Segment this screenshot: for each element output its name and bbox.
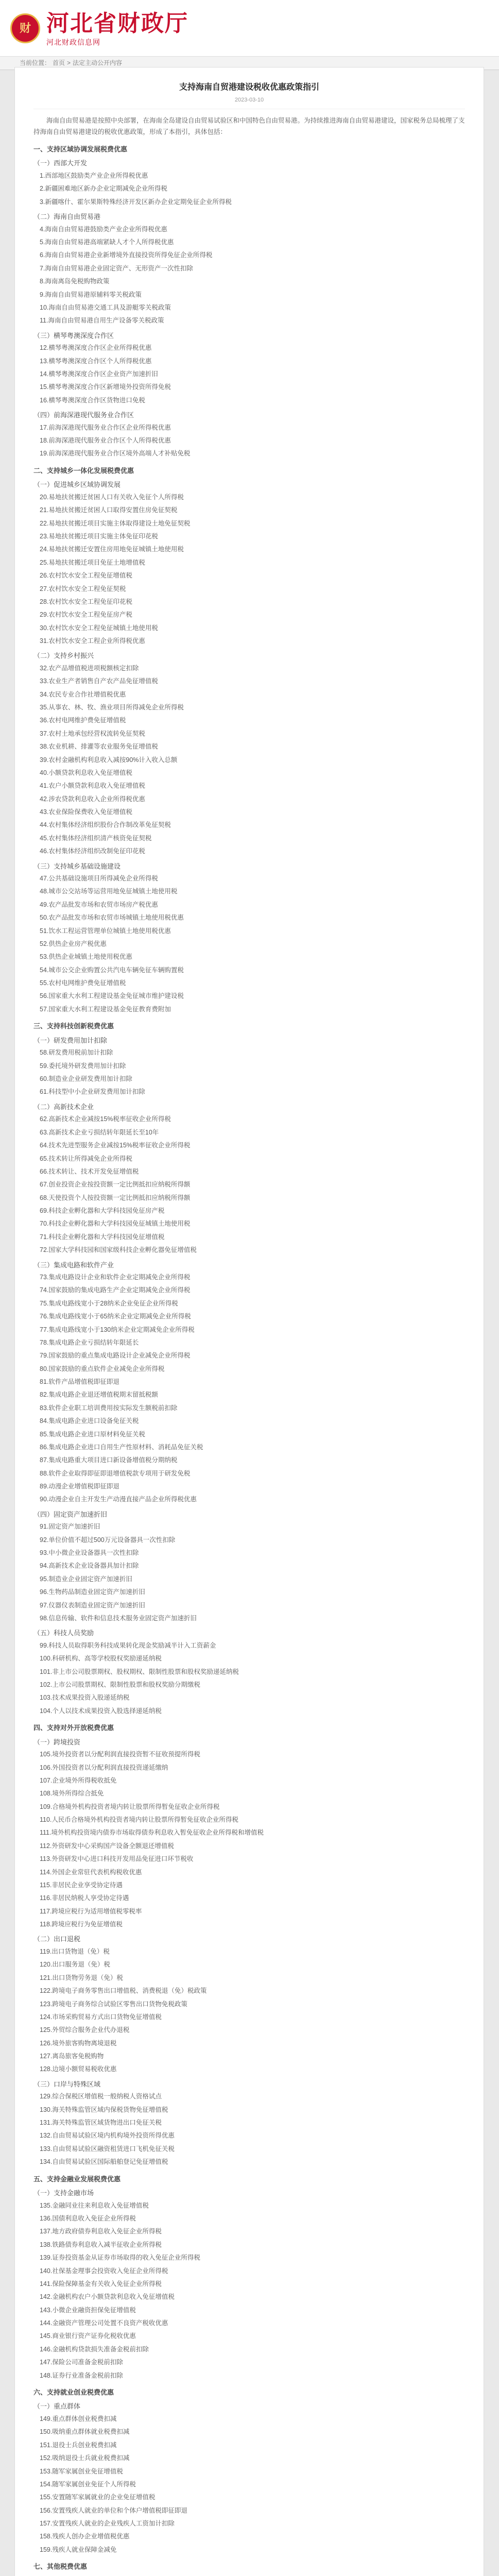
article-container: [14, 67, 484, 2576]
policy-item-link[interactable]: 11.海南自由贸易港自用生产设备零关税政策: [40, 317, 164, 325]
policy-item-link[interactable]: 146.金融机构贷款损失准备金税前扣除: [40, 2345, 149, 2353]
subsection-heading: （一）重点群体: [33, 2402, 81, 2411]
policy-item-link[interactable]: 9.海南自由贸易港原辅料零关税政策: [40, 291, 142, 298]
subsection-heading: （三）口岸与特殊区域: [33, 2080, 101, 2088]
section-heading: 二、支持城乡一体化发展税费优惠: [33, 466, 134, 474]
policy-item-link[interactable]: 25.易地扶贫搬迁项目免征土地增值税: [40, 558, 145, 566]
policy-item-link[interactable]: 104.个人以技术成果投资入股选择递延纳税: [40, 1707, 162, 1715]
section-heading: 三、支持科技创新税费优惠: [33, 1022, 114, 1030]
policy-item-link[interactable]: 15.横琴粤澳深度合作区新增境外投资所得免税: [40, 383, 171, 391]
breadcrumb-separator: >: [67, 59, 71, 67]
policy-item-link[interactable]: 2.新疆困难地区新办企业定期减免企业所得税: [40, 185, 167, 193]
section-heading: 一、支持区域协调发展税费优惠: [33, 145, 128, 153]
policy-item-link[interactable]: 108.境外所得综合抵免: [40, 1790, 104, 1798]
policy-item-link[interactable]: 151.退役士兵创业税费扣减: [40, 2441, 117, 2449]
policy-item-link[interactable]: 143.小微企业融资担保免征增值税: [40, 2306, 136, 2314]
policy-item-link[interactable]: 149.重点群体创业税费扣减: [40, 2415, 117, 2423]
policy-item-link[interactable]: 12.横琴粤澳深度合作区企业所得税优惠: [40, 344, 152, 352]
policy-item-link[interactable]: 4.海南自由贸易港鼓励类产业企业所得税优惠: [40, 225, 167, 233]
policy-item-link[interactable]: 16.横琴粤澳深度合作区货物进口免税: [40, 396, 145, 404]
policy-item-link[interactable]: 75.集成电路线宽小于28纳米企业免征企业所得税: [40, 1299, 178, 1307]
policy-item-link[interactable]: 48.城市公交站场等运营用地免征城镇土地使用税: [40, 888, 178, 895]
policy-item-link[interactable]: 54.城市公交企业购置公共汽电车辆免征车辆购置税: [40, 966, 184, 974]
policy-item-link[interactable]: 22.易地扶贫搬迁项目实施主体取得建设土地免征契税: [40, 519, 191, 527]
policy-item-link[interactable]: 32.农产品增值税进项税额核定扣除: [40, 664, 139, 672]
policy-item-link[interactable]: 147.保险公司准备金税前扣除: [40, 2359, 123, 2366]
policy-item-link[interactable]: 117.跨境应税行为适用增值税零税率: [40, 1907, 142, 1915]
policy-item-link[interactable]: 152.吸纳退役士兵就业税费扣减: [40, 2454, 130, 2462]
policy-item-link[interactable]: 50.农产品批发市场和农贸市场城镇土地使用税优惠: [40, 914, 184, 922]
site-logo[interactable]: [10, 8, 188, 48]
policy-item-link[interactable]: 98.信息传输、软件和信息技术服务业固定资产加速折旧: [40, 1614, 197, 1622]
policy-item-link[interactable]: 109.合格境外机构投资者境内转让股票所得暂免征收企业所得税: [40, 1803, 220, 1810]
policy-item-link[interactable]: 52.供热企业房产税优惠: [40, 940, 107, 947]
policy-item-link[interactable]: 141.保险保障基金有关收入免征企业所得税: [40, 2280, 162, 2287]
site-subtitle: 河北财政信息网: [46, 39, 100, 47]
policy-item-link[interactable]: 139.证券投资基金从证券市场取得的收入免征企业所得税: [40, 2254, 200, 2262]
policy-item-link[interactable]: 133.自由贸易试验区融资租赁进口飞机免征关税: [40, 2145, 175, 2153]
policy-item-link[interactable]: 58.研发费用税前加计扣除: [40, 1049, 113, 1057]
policy-item-link[interactable]: 122.跨境电子商务零售出口增值税、消费税退（免）税政策: [40, 1987, 207, 1995]
policy-item-link[interactable]: 155.安置随军家属就业的企业免征增值税: [40, 2494, 156, 2501]
breadcrumb-home-link[interactable]: 首页: [53, 59, 65, 67]
policy-item-link[interactable]: 35.从事农、林、牧、渔业项目所得减免企业所得税: [40, 704, 184, 711]
section-heading: 六、支持就业创业税费优惠: [33, 2388, 114, 2396]
policy-item-link[interactable]: 74.国家鼓励的集成电路生产企业定期减免企业所得税: [40, 1286, 191, 1294]
subsection-heading: （四）前海深港现代服务业合作区: [33, 411, 134, 419]
subsection-heading: （一）研发费用加计扣除: [33, 1036, 108, 1044]
policy-item-link[interactable]: 87.集成电路重大项目进口新设备增值税分期纳税: [40, 1456, 178, 1464]
policy-item-link[interactable]: 61.科技型中小企业研发费用加计扣除: [40, 1088, 145, 1096]
policy-item-link[interactable]: 36.农村电网维护费免征增值税: [40, 717, 126, 724]
article-intro: 海南自由贸易港是按照中央部署，在海南全岛建设自由贸易试验区和中国特色自由贸易港。为持续推进海南自由贸易港建设，国家税务总局梳理了支持海南自由贸易港建设的税收优惠政策，形成了本指引，具体包括：: [33, 117, 465, 135]
policy-item-link[interactable]: 79.国家鼓励的重点集成电路设计企业减免企业所得税: [40, 1352, 191, 1360]
section-heading: 五、支持金融业发展税费优惠: [33, 2175, 121, 2183]
policy-item-link[interactable]: 129.综合保税区增值税一般纳税人资格试点: [40, 2093, 162, 2100]
policy-item-link[interactable]: 46.农村集体经济组织改制免征印花税: [40, 848, 145, 855]
subsection-heading: （三）横琴粤澳深度合作区: [33, 331, 114, 340]
policy-item-link[interactable]: 140.社保基金理事会投资收入免征企业所得税: [40, 2267, 168, 2275]
policy-item-link[interactable]: 13.横琴粤澳深度合作区个人所得税优惠: [40, 357, 152, 365]
policy-item-link[interactable]: 128.边境小额贸易税收优惠: [40, 2065, 117, 2073]
policy-item-link[interactable]: 70.科技企业孵化器和大学科技园免征城镇土地使用税: [40, 1220, 191, 1228]
policy-item-link[interactable]: 150.吸纳重点群体就业税费扣减: [40, 2428, 130, 2436]
policy-item-link[interactable]: 93.中小微企业设备器具一次性扣除: [40, 1549, 139, 1557]
policy-item-link[interactable]: 106.外国投资者以分配利润直接投资递延缴纳: [40, 1764, 168, 1771]
policy-item-link[interactable]: 102.上市公司股票期权、限制性股票和股权奖励分期缴税: [40, 1681, 200, 1689]
subsection-heading: （二）支持乡村振兴: [33, 652, 94, 660]
breadcrumb-current: 法定主动公开内容: [73, 59, 123, 67]
policy-item-link[interactable]: 92.单位价值不超过500万元设备器具一次性扣除: [40, 1536, 176, 1544]
policy-item-link[interactable]: 136.国债利息收入免征企业所得税: [40, 2215, 136, 2223]
policy-item-link[interactable]: 62.高新技术企业减按15%税率征收企业所得税: [40, 1115, 171, 1123]
subsection-heading: （一）跨境投资: [33, 1738, 81, 1746]
emblem-icon: 财: [10, 13, 40, 43]
policy-item-link[interactable]: 148.证券行业准备金税前扣除: [40, 2371, 123, 2379]
policy-item-link[interactable]: 86.集成电路企业进口自用生产性原材料、消耗品免征关税: [40, 1443, 203, 1451]
policy-item-link[interactable]: 42.涉农贷款利息收入企业所得税优惠: [40, 795, 145, 803]
policy-item-link[interactable]: 120.出口服务退（免）税: [40, 1961, 110, 1969]
policy-item-link[interactable]: 80.国家鼓励的重点软件企业减免企业所得税: [40, 1365, 165, 1372]
policy-item-link[interactable]: 90.动漫企业自主开发生产动漫直接产品企业所得税优惠: [40, 1496, 197, 1503]
policy-item-link[interactable]: 64.技术先进型服务企业减按15%税率征收企业所得税: [40, 1142, 191, 1149]
policy-item-link[interactable]: 158.残疾人创办企业增值税优惠: [40, 2533, 130, 2540]
policy-item-link[interactable]: 18.前海深港现代服务业合作区个人所得税优惠: [40, 437, 171, 445]
policy-item-link[interactable]: 3.新疆喀什、霍尔果斯特殊经济开发区新办企业定期免征企业所得税: [40, 198, 232, 206]
policy-item-link[interactable]: 63.高新技术企业亏损结转年限延长至10年: [40, 1128, 159, 1136]
policy-item-link[interactable]: 105.境外投资者以分配利润直接投资暂不征收预提所得税: [40, 1751, 200, 1758]
article-meta: 2023-03-10: [33, 96, 465, 110]
policy-item-link[interactable]: 31.农村饮水安全工程企业所得税优惠: [40, 637, 145, 645]
subsection-heading: （三）集成电路和软件产业: [33, 1261, 114, 1269]
subsection-heading: （一）支持金融市场: [33, 2189, 94, 2197]
policy-item-link[interactable]: 47.公共基础设施项目所得减免企业所得税: [40, 875, 158, 883]
policy-item-link[interactable]: 41.农户小额贷款利息收入免征增值税: [40, 782, 145, 790]
policy-item-link[interactable]: 27.农村饮水安全工程免征契税: [40, 585, 126, 592]
policy-item-link[interactable]: 49.农产品批发市场和农贸市场房产税优惠: [40, 901, 158, 908]
policy-item-link[interactable]: 121.出口货物劳务退（免）税: [40, 1974, 123, 1981]
policy-item-link[interactable]: 107.企业境外所得税收抵免: [40, 1776, 117, 1784]
policy-item-link[interactable]: 1.西部地区鼓励类产业企业所得税优惠: [40, 172, 148, 180]
policy-item-link[interactable]: 116.非居民纳税人享受协定待遇: [40, 1894, 129, 1902]
policy-item-link[interactable]: 95.制造业企业固定资产加速折旧: [40, 1575, 132, 1583]
policy-item-link[interactable]: 30.农村饮水安全工程免征城镇土地使用税: [40, 624, 158, 632]
subsection-heading: （二）出口退税: [33, 1935, 81, 1943]
policy-item-link[interactable]: 85.集成电路企业进口原材料免征关税: [40, 1430, 145, 1438]
policy-item-link[interactable]: 44.农村集体经济组织股份合作制改革免征契税: [40, 821, 171, 829]
policy-item-link[interactable]: 153.随军家属创业免征增值税: [40, 2467, 123, 2475]
policy-item-link[interactable]: 53.供热企业城镇土地使用税优惠: [40, 953, 132, 961]
policy-item-link[interactable]: 8.海南离岛免税购物政策: [40, 278, 110, 285]
policy-item-link[interactable]: 66.技术转让、技术开发免征增值税: [40, 1167, 139, 1175]
policy-item-link[interactable]: 29.农村饮水安全工程免征房产税: [40, 611, 132, 619]
policy-item-link[interactable]: 43.农业保险保费收入免征增值税: [40, 808, 132, 816]
policy-item-link[interactable]: 23.易地扶贫搬迁项目实施主体免征印花税: [40, 533, 158, 540]
site-title: 河北省财政厅: [46, 11, 188, 36]
policy-item-link[interactable]: 81.软件产品增值税即征即退: [40, 1378, 119, 1386]
subsection-heading: （二）海南自由贸易港: [33, 213, 101, 221]
policy-item-link[interactable]: 26.农村饮水安全工程免征增值税: [40, 572, 132, 580]
policy-item-link[interactable]: 138.铁路债券利息收入减半征收企业所得税: [40, 2241, 162, 2248]
policy-item-link[interactable]: 154.随军家属创业免征个人所得税: [40, 2480, 136, 2488]
policy-item-link[interactable]: 45.农村集体经济组织清产核资免征契税: [40, 834, 152, 842]
policy-item-link[interactable]: 97.仪器仪表制造业固定资产加速折旧: [40, 1601, 145, 1609]
section-heading: 四、支持对外开放税费优惠: [33, 1724, 114, 1732]
policy-item-link[interactable]: 125.外贸综合服务企业代办退税: [40, 2026, 130, 2034]
policy-item-link[interactable]: 28.农村饮水安全工程免征印花税: [40, 598, 132, 605]
policy-item-link[interactable]: 137.地方政府债券利息收入免征企业所得税: [40, 2228, 162, 2235]
policy-item-link[interactable]: 159.残疾人就业保障金减免: [40, 2546, 117, 2553]
site-header: [0, 0, 499, 57]
subsection-heading: （四）固定资产加速折旧: [33, 1510, 108, 1518]
subsection-heading: （一）西部大开发: [33, 159, 88, 167]
policy-item-link[interactable]: 65.技术转让所得减免企业所得税: [40, 1155, 132, 1162]
policy-item-link[interactable]: 111.境外机构投资境内债券市场取得债券利息收入暂免征收企业所得税和增值税: [40, 1829, 264, 1837]
policy-item-link[interactable]: 17.前海深港现代服务业合作区企业所得税优惠: [40, 423, 171, 431]
policy-item-link[interactable]: 19.前海深港现代服务业合作区境外高端人才补贴免税: [40, 450, 191, 457]
policy-item-link[interactable]: 99.科技人员取得职务科技成果转化现金奖励减半计入工资薪金: [40, 1641, 216, 1649]
policy-item-link[interactable]: 38.农业机耕、排灌等农业服务免征增值税: [40, 743, 158, 751]
policy-item-link[interactable]: 57.国家重大水利工程建设基金免征教育费附加: [40, 1005, 171, 1013]
policy-item-link[interactable]: 94.高新技术企业设备器具加计扣除: [40, 1562, 139, 1570]
policy-item-link[interactable]: 71.科技企业孵化器和大学科技园免征增值税: [40, 1233, 165, 1241]
policy-item-link[interactable]: 60.制造业企业研发费用加计扣除: [40, 1075, 132, 1083]
policy-item-link[interactable]: 51.饮水工程运营管理单位城镇土地使用税优惠: [40, 927, 171, 935]
subsection-heading: （三）支持城乡基础设施建设: [33, 862, 121, 870]
subsection-heading: （五）科技人员奖励: [33, 1629, 94, 1637]
policy-item-link[interactable]: 14.横琴粤澳深度合作区企业资产加速折旧: [40, 370, 158, 378]
policy-item-link[interactable]: 144.金融资产管理公司处置不良资产税收优惠: [40, 2319, 168, 2327]
policy-item-link[interactable]: 96.生物药品制造业固定资产加速折旧: [40, 1588, 145, 1596]
article-body: [33, 145, 465, 2576]
policy-item-link[interactable]: 113.外资研发中心进口科技开发用品免征进口环节税收: [40, 1855, 194, 1863]
policy-item-link[interactable]: 34.农民专业合作社增值税优惠: [40, 690, 126, 698]
policy-item-link[interactable]: 132.自由贸易试验区境内机构境外投资所得优惠: [40, 2132, 175, 2140]
policy-item-link[interactable]: 73.集成电路设计企业和软件企业定期减免企业所得税: [40, 1274, 191, 1281]
policy-item-link[interactable]: 126.境外旅客购物离境退税: [40, 2039, 117, 2047]
policy-item-link[interactable]: 55.农村电网维护费免征增值税: [40, 979, 126, 987]
subsection-heading: （二）高新技术企业: [33, 1103, 94, 1111]
policy-item-link[interactable]: 131.海关特殊监管区域货物进出口免征关税: [40, 2119, 162, 2127]
policy-item-link[interactable]: 115.非居民企业享受协定待遇: [40, 1881, 123, 1889]
policy-item-link[interactable]: 103.技术成果投资入股递延纳税: [40, 1694, 130, 1702]
policy-item-link[interactable]: 119.出口货物退（免）税: [40, 1948, 110, 1956]
policy-item-link[interactable]: 72.国家大学科技园和国家级科技企业孵化器免征增值税: [40, 1246, 197, 1254]
policy-item-link[interactable]: 77.集成电路线宽小于130纳米企业定期减免企业所得税: [40, 1326, 195, 1333]
article-title: 支持海南自贸港建设税收优惠政策指引: [179, 83, 319, 92]
policy-item-link[interactable]: 135.金融同业往来利息收入免征增值税: [40, 2201, 149, 2209]
policy-item-link[interactable]: 82.集成电路企业退还增值税期末留抵税额: [40, 1391, 158, 1399]
policy-item-link[interactable]: 127.离岛旅客免税购物: [40, 2053, 104, 2060]
subsection-heading: （一）促进城乡区域协调发展: [33, 481, 121, 489]
policy-item-link[interactable]: 78.集成电路企业亏损结转年限延长: [40, 1338, 139, 1346]
policy-item-link[interactable]: 6.海南自由贸易港企业新增境外直接投资所得免征企业所得税: [40, 251, 213, 259]
policy-item-link[interactable]: 84.集成电路企业进口设备免征关税: [40, 1417, 139, 1425]
policy-item-link[interactable]: 110.人民币合格境外机构投资者境内转让股票所得暂免征收企业所得税: [40, 1816, 238, 1824]
policy-item-link[interactable]: 157.安置残疾人就业的企业残疾人工资加计扣除: [40, 2520, 175, 2528]
policy-item-link[interactable]: 7.海南自由贸易港企业固定资产、无形资产一次性扣除: [40, 264, 193, 272]
policy-item-link[interactable]: 21.易地扶贫搬迁贫困人口取得安置住房免征契税: [40, 506, 178, 514]
policy-item-link[interactable]: 67.创业投资企业按投资额一定比例抵扣应纳税所得额: [40, 1181, 191, 1189]
policy-item-link[interactable]: 91.固定资产加速折旧: [40, 1523, 100, 1531]
policy-item-link[interactable]: 88.软件企业取得即征即退增值税款专项用于研发免税: [40, 1469, 191, 1477]
policy-item-link[interactable]: 130.海关特殊监管区域内保税货物免征增值税: [40, 2106, 168, 2113]
policy-item-link[interactable]: 37.农村土地承包经营权流转免征契税: [40, 730, 145, 737]
policy-item-link[interactable]: 83.软件企业职工培训费用按实际发生额税前扣除: [40, 1404, 178, 1412]
policy-item-link[interactable]: 124.市场采购贸易方式出口货物免征增值税: [40, 2013, 162, 2021]
policy-item-link[interactable]: 68.天使投资个人按投资额一定比例抵扣应纳税所得额: [40, 1194, 191, 1201]
policy-item-link[interactable]: 123.跨境电子商务综合试验区零售出口货物免税政策: [40, 2000, 187, 2008]
policy-item-link[interactable]: 76.集成电路线宽小于65纳米企业定期减免企业所得税: [40, 1313, 191, 1320]
policy-item-link[interactable]: 145.商业银行资产证券化税收优惠: [40, 2332, 136, 2340]
policy-item-link[interactable]: 112.外资研发中心采购国产设备全额退还增值税: [40, 1842, 174, 1850]
policy-item-link[interactable]: 100.科研机构、高等学校股权奖励递延纳税: [40, 1655, 162, 1663]
policy-item-link[interactable]: 39.农村金融机构利息收入减按90%计入收入总额: [40, 756, 178, 764]
policy-item-link[interactable]: 101.非上市公司股票期权、股权期权、限制性股票和股权奖励递延纳税: [40, 1668, 239, 1675]
policy-item-link[interactable]: 33.农业生产者销售自产农产品免征增值税: [40, 677, 158, 685]
policy-item-link[interactable]: 69.科技企业孵化器和大学科技园免征房产税: [40, 1207, 165, 1214]
policy-item-link[interactable]: 5.海南自由贸易港高端紧缺人才个人所得税优惠: [40, 239, 174, 246]
policy-item-link[interactable]: 56.国家重大水利工程建设基金免征城市维护建设税: [40, 992, 184, 1000]
policy-item-link[interactable]: 118.跨境应税行为免征增值税: [40, 1921, 123, 1928]
policy-item-link[interactable]: 24.易地扶贫搬迁安置住房用地免征城镇土地使用税: [40, 546, 184, 553]
policy-item-link[interactable]: 134.自由贸易试验区国际船舶登记免征增值税: [40, 2158, 168, 2166]
policy-item-link[interactable]: 10.海南自由贸易港交通工具及游艇零关税政策: [40, 303, 171, 311]
policy-item-link[interactable]: 40.小额贷款利息收入免征增值税: [40, 769, 132, 776]
breadcrumb-prefix: 当前位置：: [20, 59, 51, 67]
policy-item-link[interactable]: 156.安置残疾人就业的单位和个体户增值税即征即退: [40, 2506, 187, 2514]
policy-item-link[interactable]: 142.金融机构农户小额贷款利息收入免征增值税: [40, 2293, 175, 2301]
policy-item-link[interactable]: 59.委托境外研发费用加计扣除: [40, 1062, 126, 1070]
policy-item-link[interactable]: 20.易地扶贫搬迁贫困人口有关收入免征个人所得税: [40, 493, 184, 501]
section-heading: 七、其他税费优惠: [33, 2563, 88, 2571]
policy-item-link[interactable]: 89.动漫企业增值税即征即退: [40, 1483, 119, 1490]
policy-item-link[interactable]: 114.外国企业常驻代表机构税收优惠: [40, 1868, 142, 1876]
